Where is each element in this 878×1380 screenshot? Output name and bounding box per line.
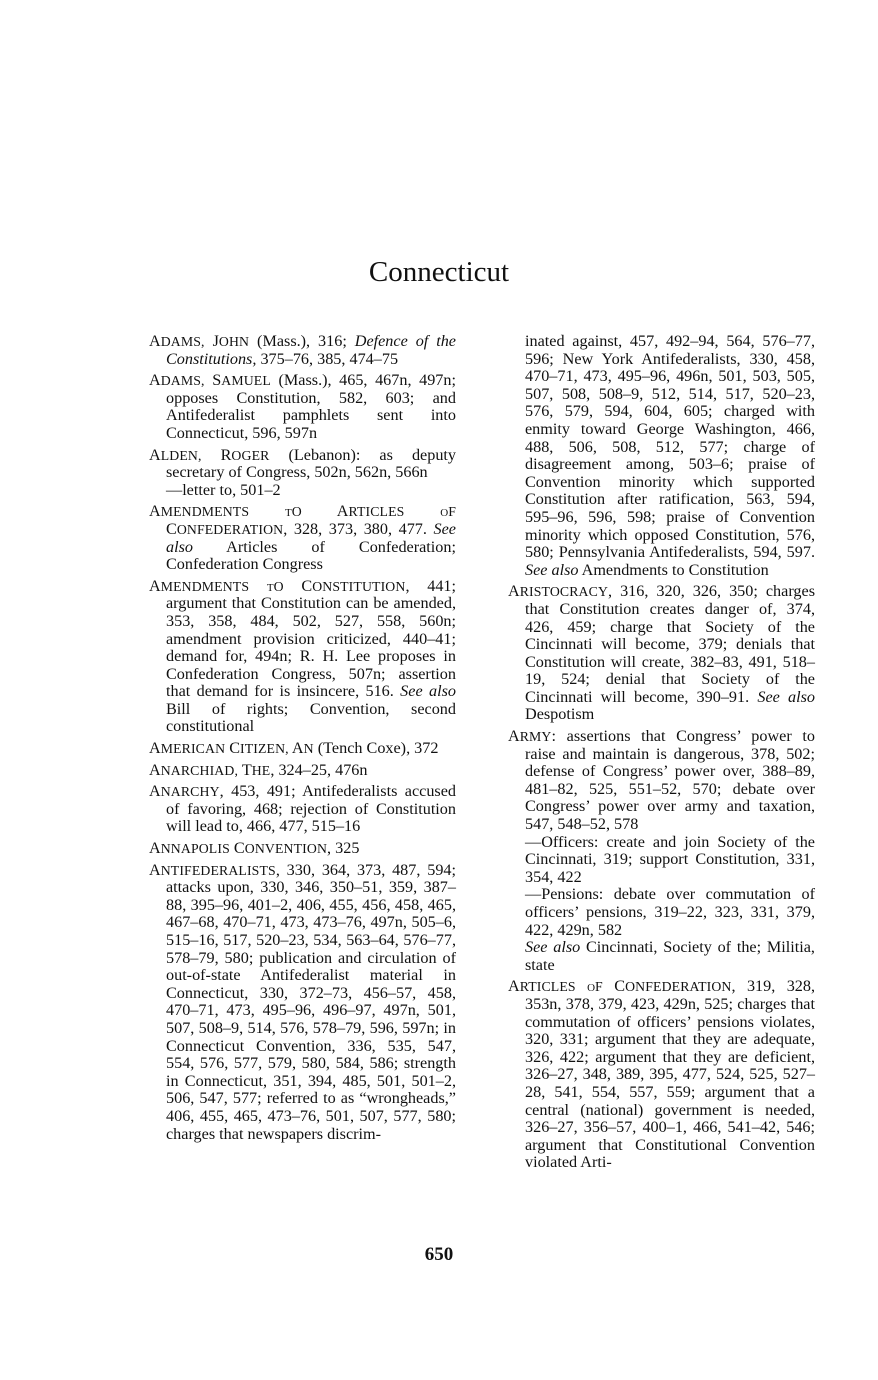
entry-text: , 325 bbox=[327, 839, 360, 858]
index-column-right bbox=[508, 333, 815, 1176]
italic-text: See also bbox=[166, 519, 456, 556]
index-entry bbox=[508, 333, 815, 579]
entry-text: Despotism bbox=[525, 705, 595, 724]
index-entry bbox=[508, 834, 815, 887]
entry-heading: ANARCHIAD, THE bbox=[149, 760, 271, 779]
index-entry bbox=[508, 728, 815, 834]
italic-text: See also bbox=[757, 687, 815, 706]
page-number: 650 bbox=[424, 1244, 454, 1265]
entry-subheading: —letter to, 501–2 bbox=[166, 480, 281, 499]
index-entry bbox=[149, 740, 456, 758]
index-entry bbox=[149, 503, 456, 573]
entry-heading: ARMY bbox=[508, 727, 552, 746]
entry-text: Bill of rights; Convention, second constitutional bbox=[166, 699, 456, 736]
entry-text: (Lebanon): as deputy secretary of Congress, 502n, 562n, 566n bbox=[166, 445, 457, 482]
see-also: See also bbox=[525, 938, 581, 957]
entry-text: (Tench Coxe), 372 bbox=[313, 739, 439, 758]
index-entry bbox=[149, 762, 456, 780]
index-entry bbox=[149, 333, 456, 368]
page-title: Connecticut bbox=[368, 256, 510, 288]
entry-text: , 324–25, 476n bbox=[270, 760, 368, 779]
entry-text: (Mass.), 316; bbox=[249, 332, 355, 350]
index-entry bbox=[508, 886, 815, 939]
index-entry bbox=[508, 978, 815, 1172]
index-column-left bbox=[149, 333, 456, 1147]
index-entry bbox=[508, 583, 815, 724]
italic-text: Defence of the Constitutions, bbox=[166, 332, 456, 368]
entry-text: : assertions that Congress’ power to raise and maintain is dangerous, 378, 502; defense of Congress’ power over, 388–89, 481–82, 525, 551–52, 570; debate over Congress’ power over army and taxation, 547, 548–52, 578 bbox=[525, 727, 815, 834]
entry-subheading: —Pensions: debate over commutation of officers’ pensions, 319–22, 323, 331, 379, 422, 429n, 582 bbox=[525, 885, 815, 939]
entry-heading: ANTIFEDERALISTS bbox=[149, 860, 276, 879]
entry-text: (Mass.), 465, 467n, 497n; opposes Constitution, 582, 603; and Antifederalist pamphlets sent into Connecticut, 596, 597n bbox=[166, 371, 456, 442]
index-entry bbox=[149, 783, 456, 836]
entry-heading: ADAMS, JOHN bbox=[149, 332, 250, 350]
entry-heading: ANARCHY bbox=[149, 782, 220, 801]
entry-text: Amendments to Constitution bbox=[578, 560, 769, 579]
entry-heading: ARTICLES oF CONFEDERATION bbox=[508, 977, 732, 996]
italic-text: See also bbox=[400, 682, 456, 701]
entry-text: Cincinnati, Society of the; Militia, state bbox=[525, 938, 815, 974]
entry-heading: ADAMS, SAMUEL bbox=[149, 371, 271, 390]
entry-text: , 316, 320, 326, 350; charges that Constitution creates danger of, 374, 426, 459; charge that Society of the Cincinnati will become, 379; denials that Constitution will create, 382–83, 491, 518–19, 524; denial that Society of the Cincinnati will become, 390–91. bbox=[525, 582, 815, 706]
entry-text: , 441; argument that Constitution can be amended, 353, 358, 484, 502, 527, 558, 560n; amendment provision criticized, 440–41; demand for, 494n; R. H. Lee proposes in Confederation Congress, 507n; assertion that demand for is insincere, 516. bbox=[166, 576, 456, 701]
index-entry bbox=[149, 578, 456, 736]
entry-text: Articles of Confederation; Confederation Congress bbox=[166, 537, 456, 574]
entry-text: , 453, 491; Antifederalists accused of favoring, 468; rejection of Constitution will lead to, 466, 477, 515–16 bbox=[166, 782, 456, 836]
entry-heading: ARISTOCRACY bbox=[508, 582, 609, 601]
entry-text: , 328, 373, 380, 477. bbox=[283, 519, 434, 538]
entry-subheading: —Officers: create and join Society of the Cincinnati, 319; support Constitution, 331, 354, 422 bbox=[525, 832, 815, 886]
index-entry bbox=[508, 939, 815, 974]
index-entry bbox=[149, 862, 456, 1144]
entry-heading: ALDEN, ROGER bbox=[149, 445, 270, 464]
index-entry bbox=[149, 447, 456, 482]
index-entry bbox=[149, 482, 456, 500]
index-entry bbox=[149, 372, 456, 442]
entry-heading: AMENDMENTS tO ARTICLES oF CONFEDERATION bbox=[149, 502, 457, 538]
entry-text: inated against, 457, 492–94, 564, 576–77, 596; New York Antifederalists, 330, 458, 470–71, 473, 495–96, 496n, 501, 503, 505, 507, 508, 508–9, 512, 514, 517, 520–23, 576, 579, 594, 604, 605; charged with enmity toward George Washington, 466, 488, 506, 508, 512, 577; charge of disagreement among, 503–6; praise of Convention minority which supported Constitution after ratification, 563, 594, 595–96, 596, 598; praise of Convention minority which opposed Constitution, 576, 580; Pennsylvania Antifederalists, 594, 597. bbox=[525, 332, 815, 562]
entry-heading: ANNAPOLIS CONVENTION bbox=[149, 839, 328, 858]
entry-heading: AMERICAN CITIZEN, AN bbox=[149, 739, 314, 758]
italic-text: See also bbox=[525, 560, 579, 579]
entry-heading: AMENDMENTS tO CONSTITUTION bbox=[149, 576, 406, 595]
entry-text: , 330, 364, 373, 487, 594; attacks upon, 330, 346, 350–51, 359, 387–88, 395–96, 401–2, 406, 455, 456, 458, 465, 467–68, 470–71, 473, 473–76, 497n, 505–6, 515–16, 517, 520–23, 534, 563–64, 576–77, 578–79, 580; publication and circulation of out-of-state Antifederalist material in Connecticut, 330, 372–73, 456–57, 458, 470–71, 473, 495–96, 496–97, 497n, 501, 507, 508–9, 514, 576, 578–79, 596, 597n; in Connecticut Convention, 336, 535, 547, 554, 576, 577, 579, 580, 584, 586; strength in Connecticut, 351, 394, 485, 501, 501–2, 506, 547, 577; referred to as “wrongheads,” 406, 455, 465, 473–76, 501, 507, 577, 580; charges that newspapers discrim- bbox=[166, 860, 456, 1143]
index-entry bbox=[149, 840, 456, 858]
entry-text: 375–76, 385, 474–75 bbox=[256, 349, 399, 368]
entry-text: , 319, 328, 353n, 378, 379, 423, 429n, 525; charges that commutation of officers’ pensions violates, 320, 331; argument that they are adequate, 326, 422; argument that they are deficient, 326–27, 348, 389, 395, 477, 524, 525, 527–28, 541, 554, 557, 559; argument that a central (national) government is needed, 326–27, 356–57, 400–1, 466, 541–42, 546; argument that Constitutional Convention violated Arti- bbox=[525, 977, 816, 1172]
